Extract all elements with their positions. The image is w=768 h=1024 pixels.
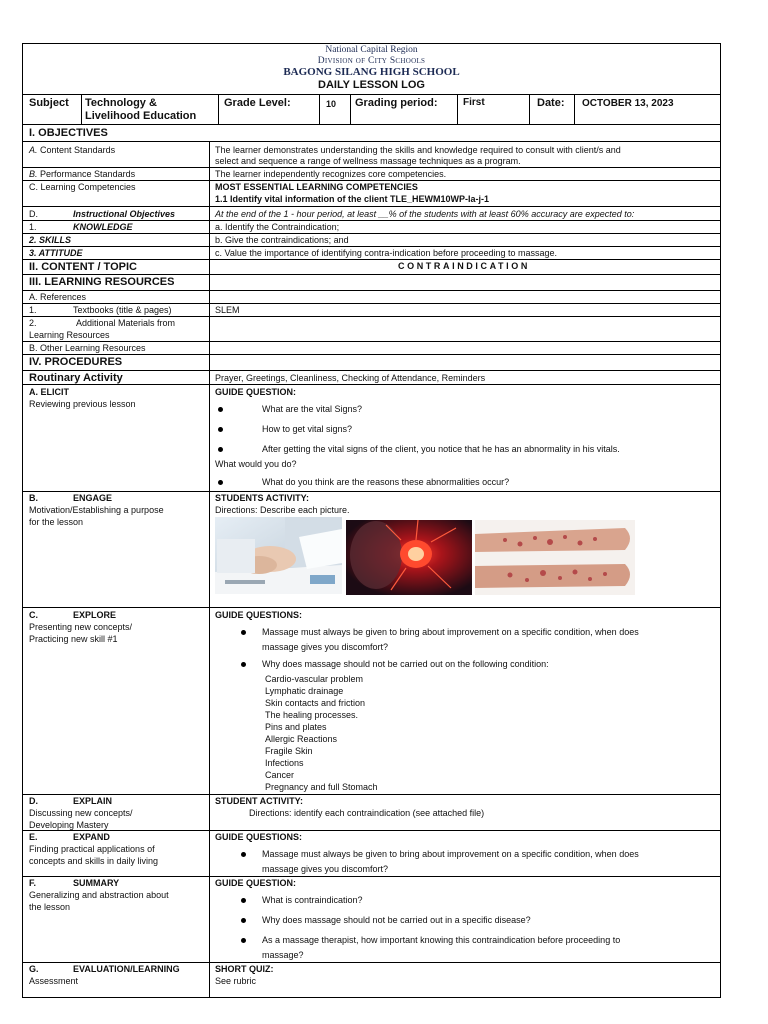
log-title: DAILY LESSON LOG (318, 79, 425, 91)
bullet-icon (218, 443, 223, 455)
explore-q1b: massage gives you discomfort? (262, 642, 389, 652)
summary-label: SUMMARY (73, 878, 120, 888)
references-label: A. References (29, 292, 87, 302)
bullet-icon (241, 894, 246, 906)
summary-sub-2: the lesson (29, 902, 71, 912)
summary-guide: GUIDE QUESTION: (215, 878, 297, 888)
grade-value: 10 (326, 99, 337, 109)
textbooks-value: SLEM (215, 305, 240, 315)
explain-sub-2: Developing Mastery (29, 820, 109, 830)
content-standards-value-2: select and sequence a range of wellness massage techniques as a program. (215, 156, 521, 166)
explore-guide: GUIDE QUESTIONS: (215, 610, 303, 620)
knowledge-value: a. Identify the Contraindication; (215, 222, 340, 232)
lesson-log-table (22, 43, 721, 998)
summary-q2: Why does massage should not be carried out in a specific disease? (262, 915, 531, 925)
expand-q1a: Massage must always be given to bring about improvement on a specific condition, when does (262, 849, 639, 859)
condition-item: Pins and plates (265, 722, 327, 732)
expand-sub-2: concepts and skills in daily living (29, 856, 159, 866)
routinary-value: Prayer, Greetings, Cleanliness, Checking of Attendance, Reminders (215, 373, 486, 383)
condition-item: The healing processes. (265, 710, 359, 720)
condition-item: Lymphatic drainage (265, 686, 344, 696)
division-title: Division of City Schools (317, 56, 426, 66)
explore-letter: C. (29, 610, 38, 620)
competencies-value-1: MOST ESSENTIAL LEARNING COMPETENCIES (215, 182, 418, 192)
bullet-icon (218, 476, 223, 488)
textbooks-num: 1. (29, 305, 37, 315)
condition-item: Allergic Reactions (265, 734, 338, 744)
attitude-label: 3. ATTITUDE (29, 248, 83, 258)
additional-label-1: Additional Materials from (76, 318, 176, 328)
condition-item: Fragile Skin (265, 746, 313, 756)
condition-item: Pregnancy and full Stomach (265, 782, 378, 792)
period-label: Grading period: (355, 97, 438, 109)
textbooks-label: Textbooks (title & pages) (73, 305, 172, 315)
region-title: National Capital Region (325, 45, 418, 55)
content-standards-value-1: The learner demonstrates understanding the skills and knowledge required to consult with client/s and (215, 145, 621, 155)
condition-item: Infections (265, 758, 304, 768)
other-resources-label: B. Other Learning Resources (29, 343, 146, 353)
instructional-value: At the end of the 1 - hour period, at least __% of the students with at least 60% accuracy are expected to: (215, 209, 635, 219)
summary-q1: What is contraindication? (262, 895, 363, 905)
elicit-q4: What do you think are the reasons these abnormalities occur? (262, 477, 510, 487)
school-title: BAGONG SILANG HIGH SCHOOL (283, 66, 460, 78)
content-standards-label: A. Content Standards (29, 145, 116, 155)
expand-label: EXPAND (73, 832, 110, 842)
evaluation-label: EVALUATION/LEARNING (73, 964, 180, 974)
evaluation-value: See rubric (215, 976, 257, 986)
objectives-heading: I. OBJECTIVES (29, 127, 108, 139)
bullet-icon (218, 403, 223, 415)
competencies-label: C. Learning Competencies (29, 182, 136, 192)
content-heading: II. CONTENT / TOPIC (29, 261, 137, 273)
elicit-label: A. ELICIT (29, 387, 69, 397)
skin-rash-arms-image (475, 520, 635, 595)
elicit-guide: GUIDE QUESTION: (215, 387, 297, 397)
summary-sub-1: Generalizing and abstraction about (29, 890, 169, 900)
explore-q1a: Massage must always be given to bring about improvement on a specific condition, when does (262, 627, 639, 637)
instructional-label: Instructional Objectives (73, 209, 176, 219)
elicit-q2: How to get vital signs? (262, 424, 353, 434)
expand-guide: GUIDE QUESTIONS: (215, 832, 303, 842)
grade-label: Grade Level: (224, 97, 291, 109)
expand-sub-1: Finding practical applications of (29, 844, 155, 854)
condition-item: Cancer (265, 770, 295, 780)
subject-label: Subject (29, 97, 69, 109)
engage-label: ENGAGE (73, 493, 113, 503)
explore-label: EXPLORE (73, 610, 117, 620)
summary-q3a: As a massage therapist, how important knowing this contraindication before proceeding to (262, 935, 621, 945)
explain-directions: Directions: identify each contraindication (see attached file) (249, 808, 485, 818)
explain-sub-1: Discussing new concepts/ (29, 808, 133, 818)
routinary-label: Routinary Activity (29, 372, 123, 384)
elicit-sub: Reviewing previous lesson (29, 399, 136, 409)
instructional-num: D. (29, 209, 38, 219)
performance-standards-value: The learner independently recognizes core competencies. (215, 169, 447, 179)
skills-value: b. Give the contraindications; and (215, 235, 349, 245)
bullet-icon (241, 914, 246, 926)
subject-value-2: Livelihood Education (85, 110, 197, 122)
explore-sub-1: Presenting new concepts/ (29, 622, 133, 632)
summary-q3b: massage? (262, 950, 304, 960)
knowledge-num: 1. (29, 222, 37, 232)
procedures-heading: IV. PROCEDURES (29, 356, 123, 368)
bullet-icon (218, 423, 223, 435)
competencies-value-2: 1.1 Identify vital information of the client TLE_HEWM10WP-Ia-j-1 (215, 194, 490, 204)
explain-label: EXPLAIN (73, 796, 113, 806)
content-topic: CONTRAINDICATION (398, 261, 530, 271)
evaluation-letter: G. (29, 964, 39, 974)
bullet-icon (241, 626, 246, 638)
consultation-hands-image (215, 517, 342, 594)
date-value: OCTOBER 13, 2023 (582, 98, 674, 109)
bullet-icon (241, 848, 246, 860)
explain-activity: STUDENT ACTIVITY: (215, 796, 303, 806)
explore-sub-2: Practicing new skill #1 (29, 634, 118, 644)
bullet-icon (241, 934, 246, 946)
expand-letter: E. (29, 832, 38, 842)
condition-item: Cardio-vascular problem (265, 674, 364, 684)
evaluation-sub: Assessment (29, 976, 79, 986)
performance-standards-label: B. Performance Standards (29, 169, 136, 179)
engage-activity: STUDENTS ACTIVITY: (215, 493, 309, 503)
elicit-q1: What are the vital Signs? (262, 404, 363, 414)
knowledge-label: KNOWLEDGE (73, 222, 133, 232)
heart-disease-image (346, 520, 472, 595)
engage-letter: B. (29, 493, 38, 503)
engage-sub-1: Motivation/Establishing a purpose (29, 505, 164, 515)
condition-item: Skin contacts and friction (265, 698, 366, 708)
engage-sub-2: for the lesson (29, 517, 84, 527)
additional-label-2: Learning Resources (29, 330, 110, 340)
explain-letter: D. (29, 796, 38, 806)
date-label: Date: (537, 97, 565, 109)
skills-label: 2. SKILLS (29, 235, 72, 245)
engage-directions: Directions: Describe each picture. (215, 505, 350, 515)
subject-value-1: Technology & (85, 97, 157, 109)
expand-q1b: massage gives you discomfort? (262, 864, 389, 874)
evaluation-quiz: SHORT QUIZ: (215, 964, 274, 974)
bullet-icon (241, 658, 246, 670)
period-value: First (463, 97, 485, 108)
elicit-q3a: After getting the vital signs of the client, you notice that he has an abnormality in his vitals. (262, 444, 620, 454)
attitude-value: c. Value the importance of identifying contra-indication before proceeding to massage. (215, 248, 558, 258)
explore-q2: Why does massage should not be carried out on the following condition: (262, 659, 549, 669)
elicit-q3b: What would you do? (215, 459, 297, 469)
additional-num: 2. (29, 318, 37, 328)
resources-heading: III. LEARNING RESOURCES (29, 276, 175, 288)
summary-letter: F. (29, 878, 37, 888)
